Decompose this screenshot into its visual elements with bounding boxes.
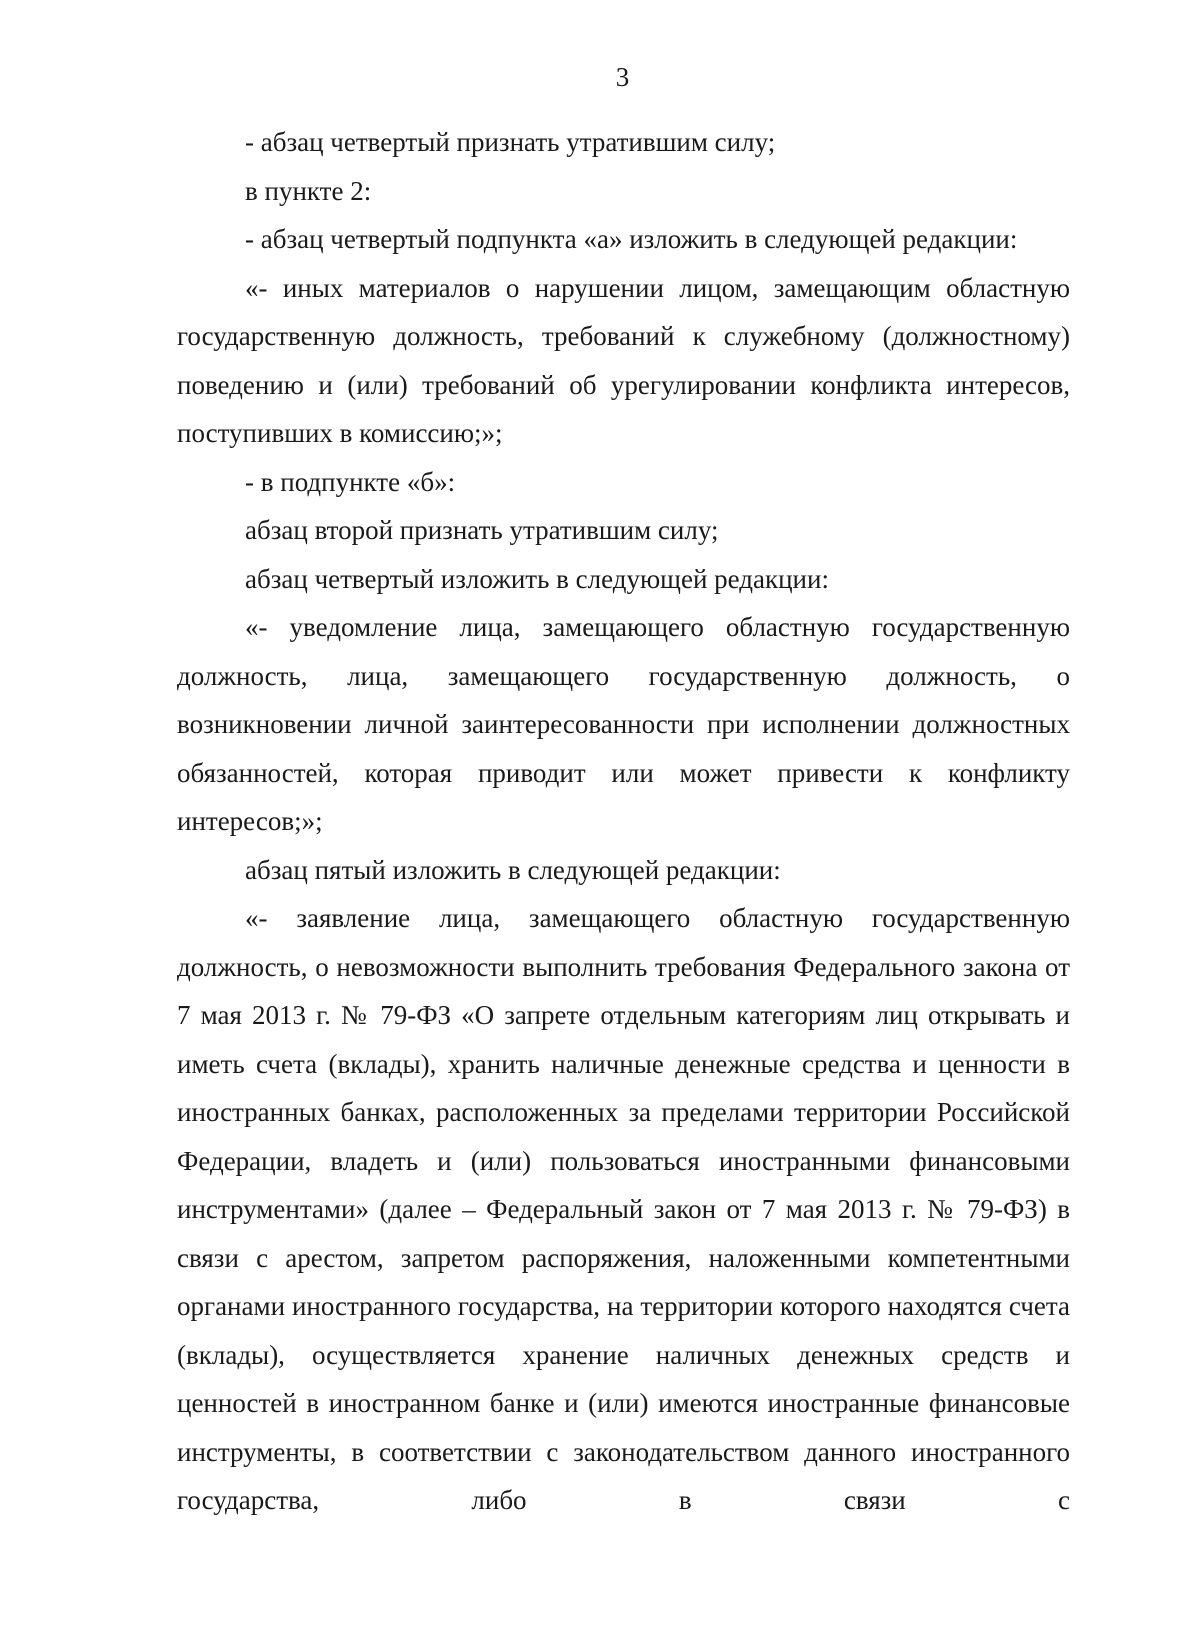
paragraph: - абзац четвертый подпункта «а» изложить в следующей редакции: xyxy=(245,224,1018,254)
document-body xyxy=(177,118,1070,1525)
paragraph: - в подпункте «б»: xyxy=(245,466,456,497)
paragraph: «- уведомление лица, замещающего областную государственную должность, лица, замещающего государственную должность, о возникновении личной заинтересованности при исполнении должностных обязанностей, которая приводит или может привести к конфликту интересов;»; xyxy=(177,612,1070,836)
paragraph: абзац четвертый изложить в следующей редакции: xyxy=(245,563,829,594)
page-number: 3 xyxy=(615,62,630,92)
paragraph: абзац второй признать утратившим силу; xyxy=(245,515,719,545)
paragraph: «- иных материалов о нарушении лицом, замещающим областную государственную должность, требований к служебному (должностному) поведению и (или) требований об урегулировании конфликта интересов, поступивших в комиссию;»; xyxy=(177,272,1070,448)
paragraph: «- заявление лица, замещающего областную государственную должность, о невозможности выполнить требования Федерального закона от 7 мая 2013 г. № 79-ФЗ «О запрете отдельным категориям лиц открывать и иметь счета (вклады), хранить наличные денежные средства и ценности в иностранных банках, расположенных за пределами территории Российской Федерации, владеть и (или) пользоваться иностранными финансовыми инструментами» (далее – Федеральный закон от 7 мая 2013 г. № 79-ФЗ) в связи с арестом, запретом распоряжения, наложенными компетентными органами иностранного государства, на территории которого находятся счета (вклады), осуществляется хранение наличных денежных средств и ценностей в иностранном банке и (или) имеются иностранные финансовые инструменты, в соответствии с законодательством данного иностранного государства, либо в связи с xyxy=(177,903,1070,1515)
paragraph: в пункте 2: xyxy=(245,175,372,206)
paragraph: - абзац четвертый признать утратившим силу; xyxy=(245,127,776,157)
paragraph: абзац пятый изложить в следующей редакции: xyxy=(245,854,781,885)
